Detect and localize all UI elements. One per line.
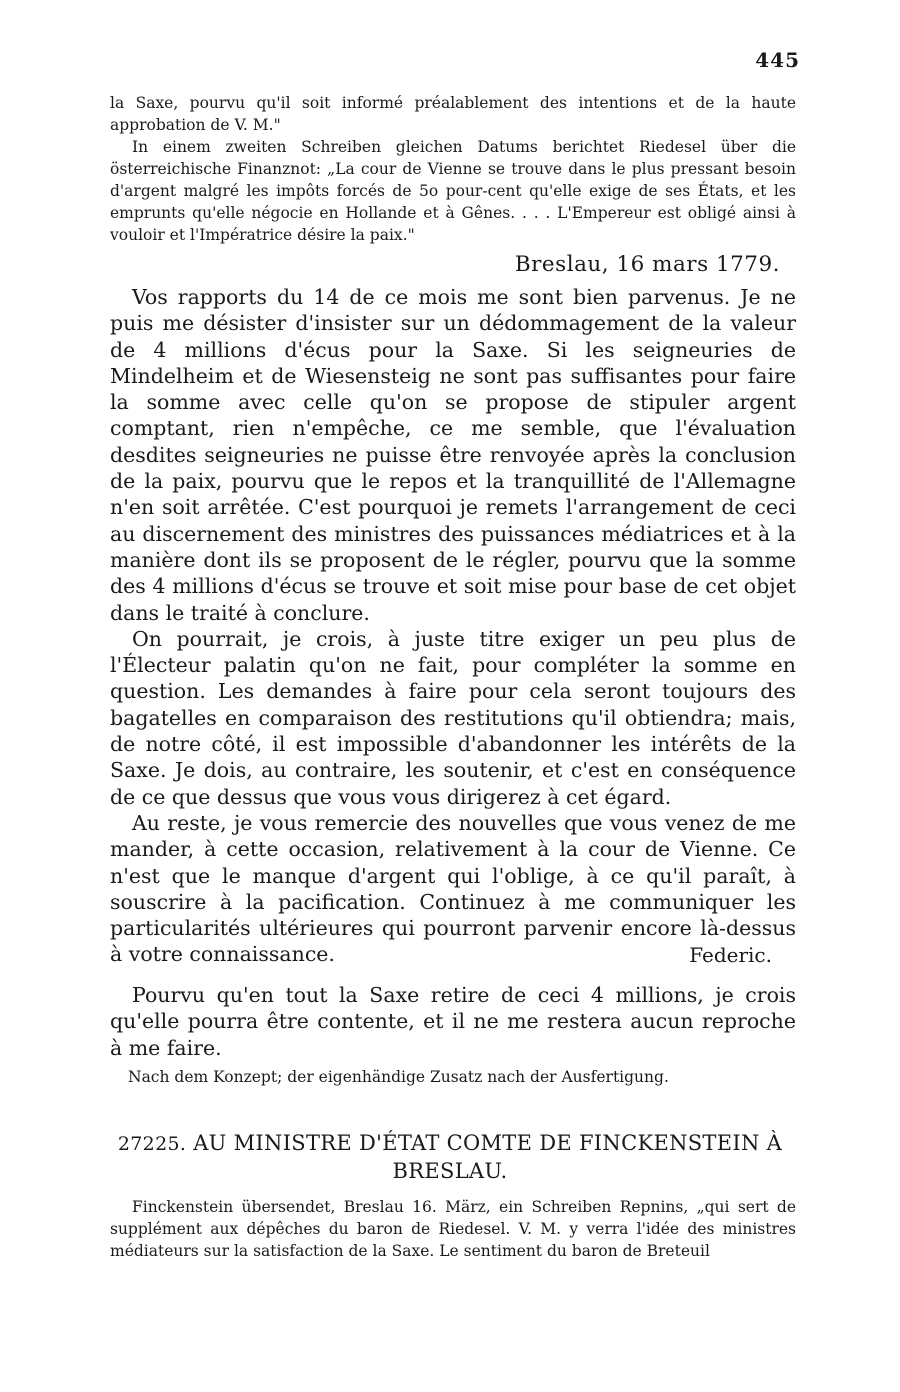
entry-number: 27225. (117, 1133, 187, 1155)
entry-summary-block (110, 1196, 796, 1262)
postscript: Pourvu qu'en tout la Saxe retire de ceci 4 millions, je crois qu'elle pourra être contente, et il ne me restera aucun reproche à me faire. (110, 983, 796, 1060)
letter-date: Breslau, 16 mars 1779. (514, 252, 780, 277)
letter-paragraph: Au reste, je vous remercie des nouvelles que vous venez de me mander, à cette occasion, relativement à la cour de Vienne. Ce n'est que le manque d'argent qui l'oblige, à ce qu'il paraît, à souscrire à la pacification. Continuez à me communiquer les particularités ultérieures qui pourront parvenir encore là-dessus à votre connaissance. (110, 810, 796, 967)
signature: Federic. (689, 943, 772, 967)
source-note: Nach dem Konzept; der eigenhändige Zusatz nach der Ausfertigung. (128, 1068, 669, 1086)
letter-paragraph: On pourrait, je crois, à juste titre exiger un peu plus de l'Électeur palatin qu'on ne fait, pour compléter la somme en question. Les demandes à faire pour cela seront toujours des bagatelles en comparaison des restitutions qu'il obtiendra; mais, de notre côté, il est impossible d'abandonner les intérêts de la Saxe. Je dois, au contraire, les soutenir, et c'est en conséquence de ce que dessus que vous vous dirigerez à cet égard. (110, 626, 796, 809)
intro-paragraph: In einem zweiten Schreiben gleichen Datums berichtet Riedesel über die österreichische Finanznot: „La cour de Vienne se trouve dans le plus pressant besoin d'argent malgré les impôts forcés de 5o pour-cent qu'elle exige de ses États, et les emprunts qu'elle négocie en Hollande et à Gênes. . . . L'Empereur est obligé ainsi à vouloir et l'Impératrice désire la paix." (110, 138, 796, 244)
letter-body (110, 284, 796, 968)
entry-heading (100, 1130, 800, 1185)
page-number: 445 (755, 48, 800, 72)
intro-paragraph: la Saxe, pourvu qu'il soit informé préalablement des intentions et de la haute approbation de V. M." (110, 94, 796, 134)
entry-title: AU MINISTRE D'ÉTAT COMTE DE FINCKENSTEIN À BRESLAU. (193, 1131, 783, 1183)
postscript-block (110, 982, 796, 1061)
entry-summary: Finckenstein übersendet, Breslau 16. März, ein Schreiben Repnins, „qui sert de supplément aux dépêches du baron de Riedesel. V. M. y verra l'idée des ministres médiateurs sur la satisfaction de la Saxe. Le sentiment du baron de Breteuil (110, 1198, 796, 1260)
intro-notes (110, 92, 796, 246)
letter-paragraph: Vos rapports du 14 de ce mois me sont bien parvenus. Je ne puis me désister d'insister sur un dédommagement de la valeur de 4 millions d'écus pour la Saxe. Si les seigneuries de Mindelheim et de Wiesensteig ne sont pas suffisantes pour faire la somme avec celle qu'on se propose de stipuler argent comptant, rien n'empêche, ce me semble, que l'évaluation desdites seigneuries ne puisse être renvoyée après la conclusion de la paix, pourvu que le repos et la tranquillité de l'Allemagne n'en soit arrêtée. C'est pourquoi je remets l'arrangement de ceci au discernement des ministres des puissances médiatrices et à la manière dont ils se proposent de le régler, pourvu que la somme des 4 millions d'écus se trouve et soit mise pour base de cet objet dans le traité à conclure. (110, 285, 796, 625)
